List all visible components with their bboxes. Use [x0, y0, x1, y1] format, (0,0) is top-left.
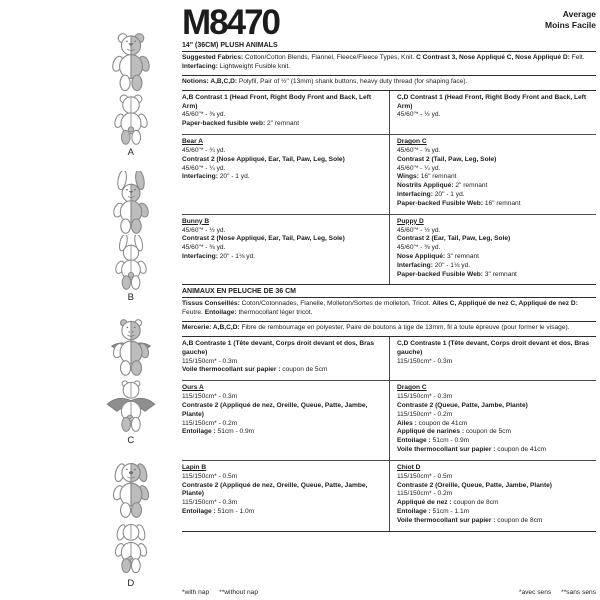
- requirements-dragon-c: Dragon C 45/60"* - ⅝ yd. Contrast 2 (Tail, Paw, Leg, Sole) 45/60"* - ¼ yd. Wings: 16" remnant Nostrils Appliqué: 2" remnant Interfacing: 20" - 1 yd. Paper-backed Fusible Web: 16" remnant: [389, 134, 596, 214]
- dragon-front-illustration: [100, 316, 162, 378]
- bear-back-illustration: [103, 92, 159, 146]
- figure-bunny: [100, 171, 162, 303]
- footnote-without-nap: **without nap: [219, 589, 258, 596]
- bunny-front-illustration: [100, 171, 162, 235]
- figure-puppy: [100, 459, 162, 589]
- footnotes-english: [182, 589, 268, 596]
- footnotes-french: [509, 589, 596, 596]
- bear-front-illustration: [100, 30, 162, 92]
- requirements-ab-contrast1: A,B Contrast 1 (Head Front, Right Body Front and Back, Left Arm) 45/60"* - ⅜ yd. Paper-backed fusible web: 2" remnant: [182, 93, 372, 128]
- figure-label-d: D: [127, 578, 135, 589]
- english-requirements-columns: [182, 91, 596, 286]
- french-requirements-columns: [182, 337, 596, 532]
- english-suggested-fabrics: Suggested Fabrics: Cotton/Cotton Blends, Flannel, Fleece/Fleece Types, Knit. C Contrast 3, Nose Appliqué C, Nose Appliqué D: Felt. Interfacing: Lightweight Fusible knit.: [182, 52, 596, 76]
- pattern-number: M8470: [182, 3, 280, 42]
- dragon-back-illustration: [100, 378, 162, 434]
- footnote-avec-sens: *avec sens: [518, 589, 552, 596]
- requirements-fr-ab-contraste1: A,B Contraste 1 (Tête devant, Corps droit devant et dos, Bras gauche) 115/150cm* - 0.3m Voile thermocollant sur papier : coupon de 5cm: [182, 339, 374, 374]
- french-notions: Mercerie: A,B,C,D: Fibre de rembourrage en polyester, Paire de boutons à tige de 13mm, fil à toute épreuve (pour former le visage).: [182, 322, 596, 337]
- english-notions: Notions: A,B,C,D: Polyfil, Pair of ½" (13mm) shank buttons, heavy duty thread (for shaping face).: [182, 76, 596, 91]
- figure-bear: [100, 30, 162, 158]
- instruction-sheet: [182, 3, 596, 596]
- difficulty-fr: Moins Facile: [544, 20, 596, 31]
- english-section-title: 14" (36CM) PLUSH ANIMALS: [182, 42, 596, 52]
- french-suggested-fabrics: Tissus Conseillés: Coton/Cotonnades, Flanelle, Molleton/Sortes de molleton, Tricot. Ailes C, Appliqué de nez C, Appliqué de nez D: Feutre. Entoilage: thermocollant léger tricot.: [182, 298, 596, 322]
- difficulty-en: Average: [562, 9, 596, 19]
- figure-label-a: A: [127, 147, 135, 158]
- requirements-bunny-b: Bunny B 45/60"* - ½ yd. Contrast 2 (Nose Appliqué, Ear, Tail, Paw, Leg, Sole) 45/60"* - ⅜ yd. Interfacing: 20" - 1⅛ yd.: [182, 214, 389, 285]
- animal-views-sidebar: [84, 30, 178, 600]
- requirements-ours-a: Ours A 115/150cm* - 0.3m Contraste 2 (Appliqué de nez, Oreille, Queue, Patte, Jambe, Plante) 115/150cm* - 0.2m Entoilage : 51cm - 0.9m: [182, 380, 389, 460]
- requirements-fr-cd-contraste1: C,D Contraste 1 (Tête devant, Corps droit devant et dos, Bras gauche) 115/150cm* - 0.3m: [389, 337, 596, 380]
- requirements-cd-contrast1: C,D Contrast 1 (Head Front, Right Body Front and Back, Left Arm) 45/60"* - ½ yd.: [389, 91, 596, 134]
- difficulty-rating: [545, 6, 596, 31]
- spacer: [182, 532, 596, 587]
- figure-label-b: B: [127, 292, 135, 303]
- french-section-title: ANIMAUX EN PELUCHE DE 36 CM: [182, 285, 596, 298]
- requirements-fr-dragon-c: Dragon C 115/150cm* - 0.3m Contraste 2 (Queue, Patte, Jambe, Plante) 115/150cm* - 0.2m Ailes : coupon de 41cm Appliqué de narines : coupon de 5cm Entoilage : 51cm - 0.9m Voile thermocollant sur papier : coupon de 41cm: [389, 380, 596, 460]
- bunny-back-illustration: [103, 235, 159, 291]
- header-row: [182, 3, 596, 42]
- requirements-chiot-d: Chiot D 115/150cm* - 0.5m Contraste 2 (Oreille, Queue, Patte, Jambe, Plante) 115/150cm* - 0.2m Appliqué de nez : coupon de 8cm Entoilage : 51cm - 1.1m Voile thermocollant sur papier : coupon de 8cm: [389, 460, 596, 531]
- requirements-lapin-b: Lapin B 115/150cm* - 0.5m Contraste 2 (Appliqué de nez, Oreille, Queue, Patte, Jambe, Plante) 115/150cm* - 0.3m Entoilage : 51cm - 1.0m: [182, 460, 389, 531]
- figure-label-c: C: [127, 435, 135, 446]
- footnotes-row: [182, 587, 596, 596]
- requirements-puppy-d: Puppy D 45/60"* - ½ yd. Contrast 2 (Ear, Tail, Paw, Leg, Sole) 45/60"* - ⅜ yd. Nose Appliqué: 3" remnant Interfacing: 20" - 1⅛ yd. Paper-backed Fusible Web: 3" remnant: [389, 214, 596, 285]
- footnote-with-nap: *with nap: [182, 589, 210, 596]
- requirements-bear-a: Bear A 45/60"* - ¾ yd. Contrast 2 (Nose Appliqué, Ear, Tail, Paw, Leg, Sole) 45/60"* - ¼ yd. Interfacing: 20" - 1 yd.: [182, 134, 389, 214]
- figure-dragon: [100, 316, 162, 446]
- puppy-back-illustration: [102, 521, 160, 577]
- footnote-sans-sens: **sans sens: [561, 589, 596, 596]
- puppy-front-illustration: [100, 459, 162, 521]
